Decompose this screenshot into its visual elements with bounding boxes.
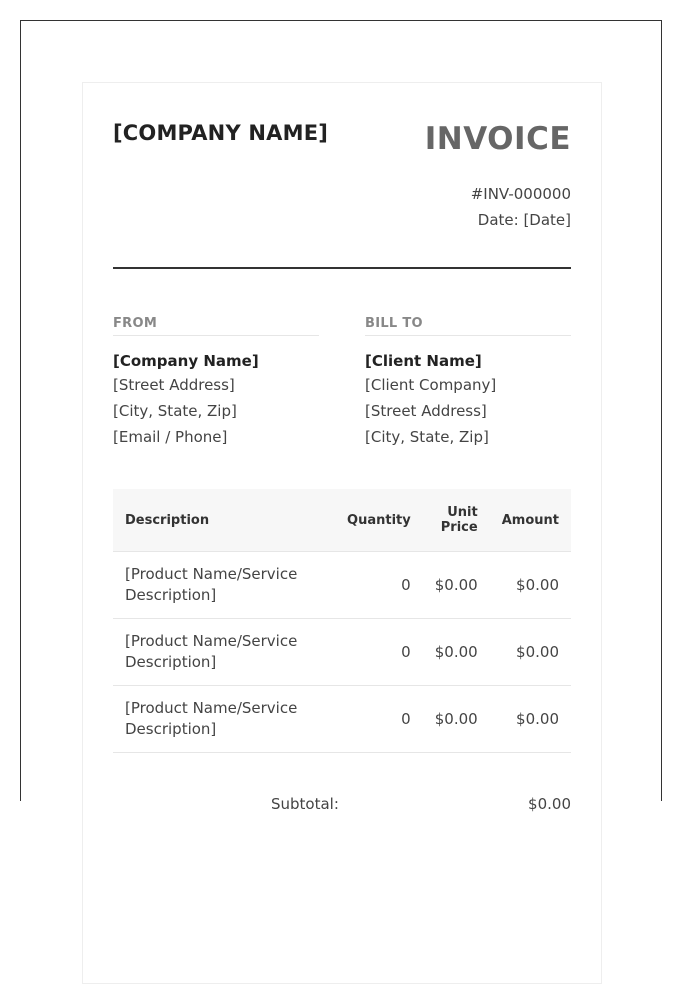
item-amount: $0.00 (490, 686, 571, 753)
item-description-line-2: Description] (125, 586, 217, 604)
item-description-line-1: [Product Name/Service (125, 699, 298, 717)
header-divider (113, 267, 571, 269)
invoice-date: Date: [Date] (477, 211, 571, 229)
item-description-line-1: [Product Name/Service (125, 565, 298, 583)
item-description-line-1: [Product Name/Service (125, 632, 298, 650)
table-row (113, 552, 571, 619)
from-city-state-zip: [City, State, Zip] (113, 402, 237, 420)
item-description (113, 619, 335, 686)
item-amount: $0.00 (490, 619, 571, 686)
from-section (113, 316, 319, 450)
item-description-line-2: Description] (125, 653, 217, 671)
column-header-quantity: Quantity (335, 489, 423, 552)
column-header-amount: Amount (490, 489, 571, 552)
bill-to-client-company: [Client Company] (365, 376, 497, 394)
bill-to-section (365, 316, 571, 450)
item-quantity: 0 (335, 619, 423, 686)
from-street-address: [Street Address] (113, 376, 235, 394)
bill-to-heading: BILL TO (365, 316, 571, 336)
column-header-unit-price (423, 489, 490, 552)
item-unit-price: $0.00 (423, 686, 490, 753)
unit-price-header-line-2: Price (440, 520, 478, 535)
bill-to-street-address: [Street Address] (365, 402, 487, 420)
item-quantity: 0 (335, 552, 423, 619)
invoice-number: #INV-000000 (470, 185, 571, 203)
document-viewport[interactable] (20, 20, 662, 813)
company-name: [COMPANY NAME] (113, 121, 329, 145)
table-row (113, 686, 571, 753)
from-heading: FROM (113, 316, 319, 336)
line-items-table (113, 489, 571, 753)
table-header-row (113, 489, 571, 552)
item-unit-price: $0.00 (423, 552, 490, 619)
bill-to-city-state-zip: [City, State, Zip] (365, 428, 489, 446)
item-amount: $0.00 (490, 552, 571, 619)
unit-price-header-line-1: Unit (447, 505, 478, 520)
invoice-title: INVOICE (424, 121, 571, 157)
subtotal-value: $0.00 (528, 795, 571, 813)
item-description (113, 552, 335, 619)
item-unit-price: $0.00 (423, 619, 490, 686)
subtotal-label: Subtotal: (271, 795, 339, 813)
from-email-phone: [Email / Phone] (113, 428, 228, 446)
column-header-description: Description (113, 489, 335, 552)
item-description (113, 686, 335, 753)
bill-to-client-name: [Client Name] (365, 352, 482, 370)
invoice-sheet (82, 82, 602, 984)
from-company-name: [Company Name] (113, 352, 259, 370)
table-row (113, 619, 571, 686)
item-quantity: 0 (335, 686, 423, 753)
item-description-line-2: Description] (125, 720, 217, 738)
